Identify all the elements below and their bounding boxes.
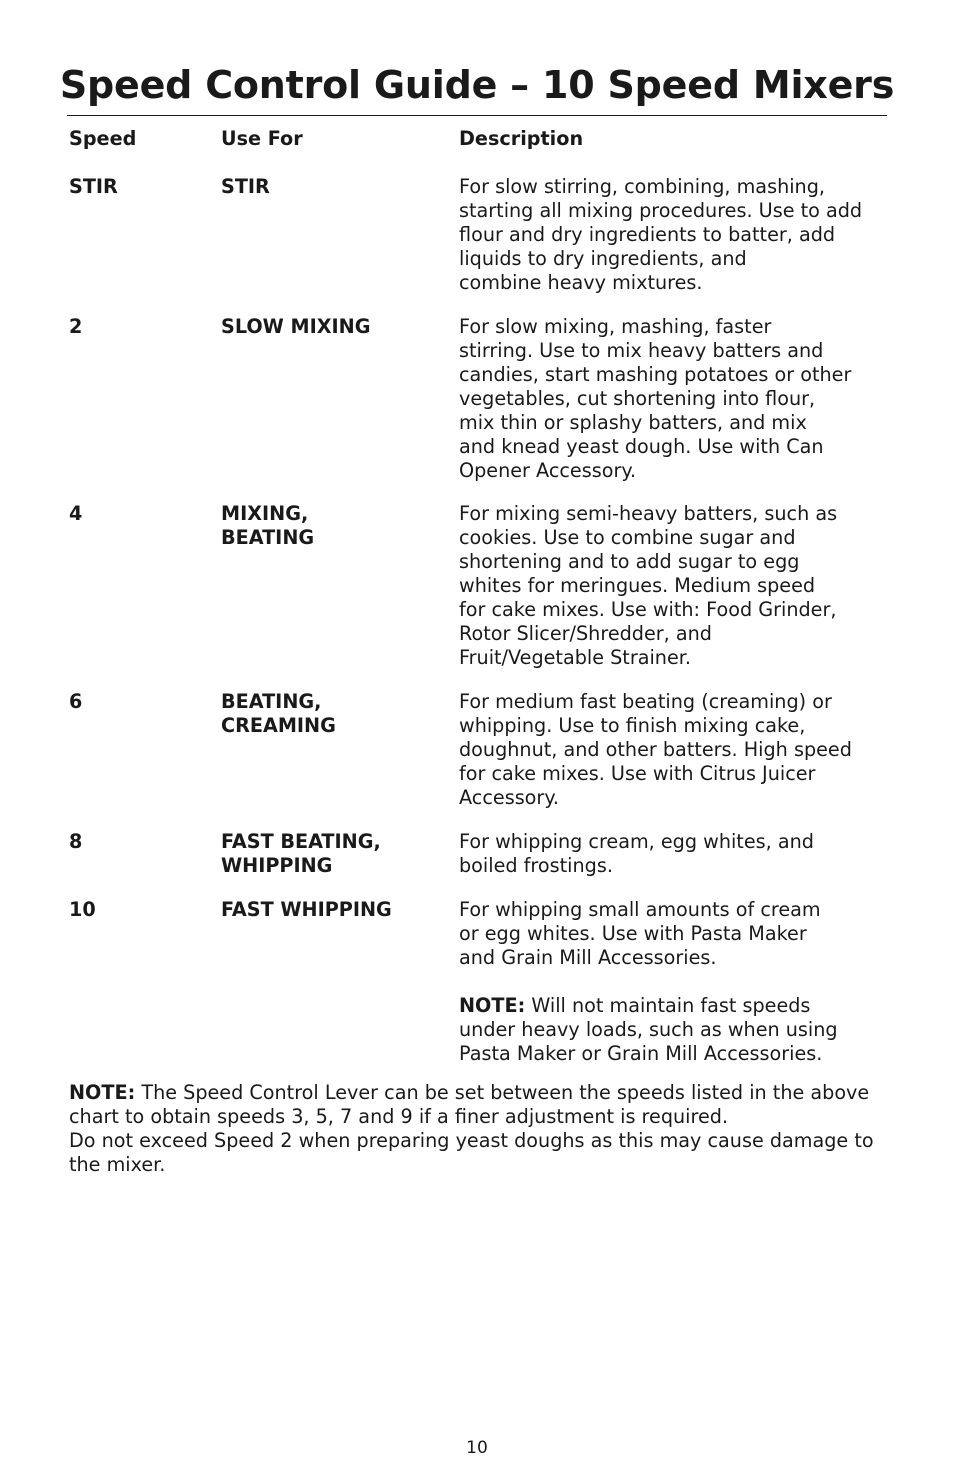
- footnote-line-2: Do not exceed Speed 2 when preparing yeast doughs as this may cause damage to the mixer.: [69, 1129, 874, 1176]
- table-header-row: [69, 127, 887, 151]
- footnote-line-1: [69, 1081, 899, 1129]
- row-use-for: FAST BEATING, WHIPPING: [221, 830, 381, 877]
- page-number: 10: [466, 1438, 488, 1458]
- row-speed: 10: [69, 898, 96, 921]
- header-speed: Speed: [69, 127, 137, 150]
- row-speed: 2: [69, 315, 83, 338]
- table-row: [69, 830, 887, 878]
- row-description: For slow stirring, combining, mashing, starting all mixing procedures. Use to add flour and dry ingredients to batter, add liquids to dry ingredients, and combine heavy mixtures.: [459, 175, 863, 294]
- footnote-text: The Speed Control Lever can be set between the speeds listed in the above chart to obtain speeds 3, 5, 7 and 9 if a finer adjustment is required.: [69, 1081, 870, 1128]
- page-title: Speed Control Guide – 10 Speed Mixers: [59, 63, 895, 107]
- note-label: NOTE:: [459, 994, 526, 1017]
- row-description: For slow mixing, mashing, faster stirring. Use to mix heavy batters and candies, start mashing potatoes or other vegetables, cut shortening into flour, mix thin or splashy batters, and mix and knead yeast dough. Use with Can Opener Accessory.: [459, 315, 852, 482]
- table-row: [69, 502, 887, 670]
- speed-10-note: [459, 994, 887, 1066]
- row-description: For whipping cream, egg whites, and boiled frostings.: [459, 830, 814, 877]
- table-row: [69, 175, 887, 295]
- row-speed: 4: [69, 502, 83, 525]
- row-description: For mixing semi-heavy batters, such as cookies. Use to combine sugar and shortening and to add sugar to egg whites for meringues. Medium speed for cake mixes. Use with: Food Grinder, Rotor Slicer/Shredder, and Fruit/Vegetable Strainer.: [459, 502, 838, 669]
- row-use-for: BEATING, CREAMING: [221, 690, 336, 737]
- row-use-for: FAST WHIPPING: [221, 898, 392, 921]
- title-divider: [67, 115, 887, 116]
- row-speed: 8: [69, 830, 83, 853]
- header-description: Description: [459, 127, 584, 150]
- footnote: [69, 1081, 899, 1177]
- row-use-for: MIXING, BEATING: [221, 502, 315, 549]
- table-row: [69, 690, 887, 810]
- header-use-for: Use For: [221, 127, 303, 150]
- table-row: [69, 898, 887, 970]
- row-use-for: STIR: [221, 175, 270, 198]
- row-description: For whipping small amounts of cream or egg whites. Use with Pasta Maker and Grain Mill Accessories.: [459, 898, 821, 969]
- note-text: Will not maintain fast speeds under heavy loads, such as when using Pasta Maker or Grain Mill Accessories.: [459, 994, 838, 1065]
- footnote-label: NOTE:: [69, 1081, 136, 1104]
- row-speed: STIR: [69, 175, 118, 198]
- row-speed: 6: [69, 690, 83, 713]
- table-row: [69, 315, 887, 483]
- speed-guide-table: [69, 127, 887, 1066]
- row-use-for: SLOW MIXING: [221, 315, 371, 338]
- row-description: For medium fast beating (creaming) or whipping. Use to finish mixing cake, doughnut, and other batters. High speed for cake mixes. Use with Citrus Juicer Accessory.: [459, 690, 852, 809]
